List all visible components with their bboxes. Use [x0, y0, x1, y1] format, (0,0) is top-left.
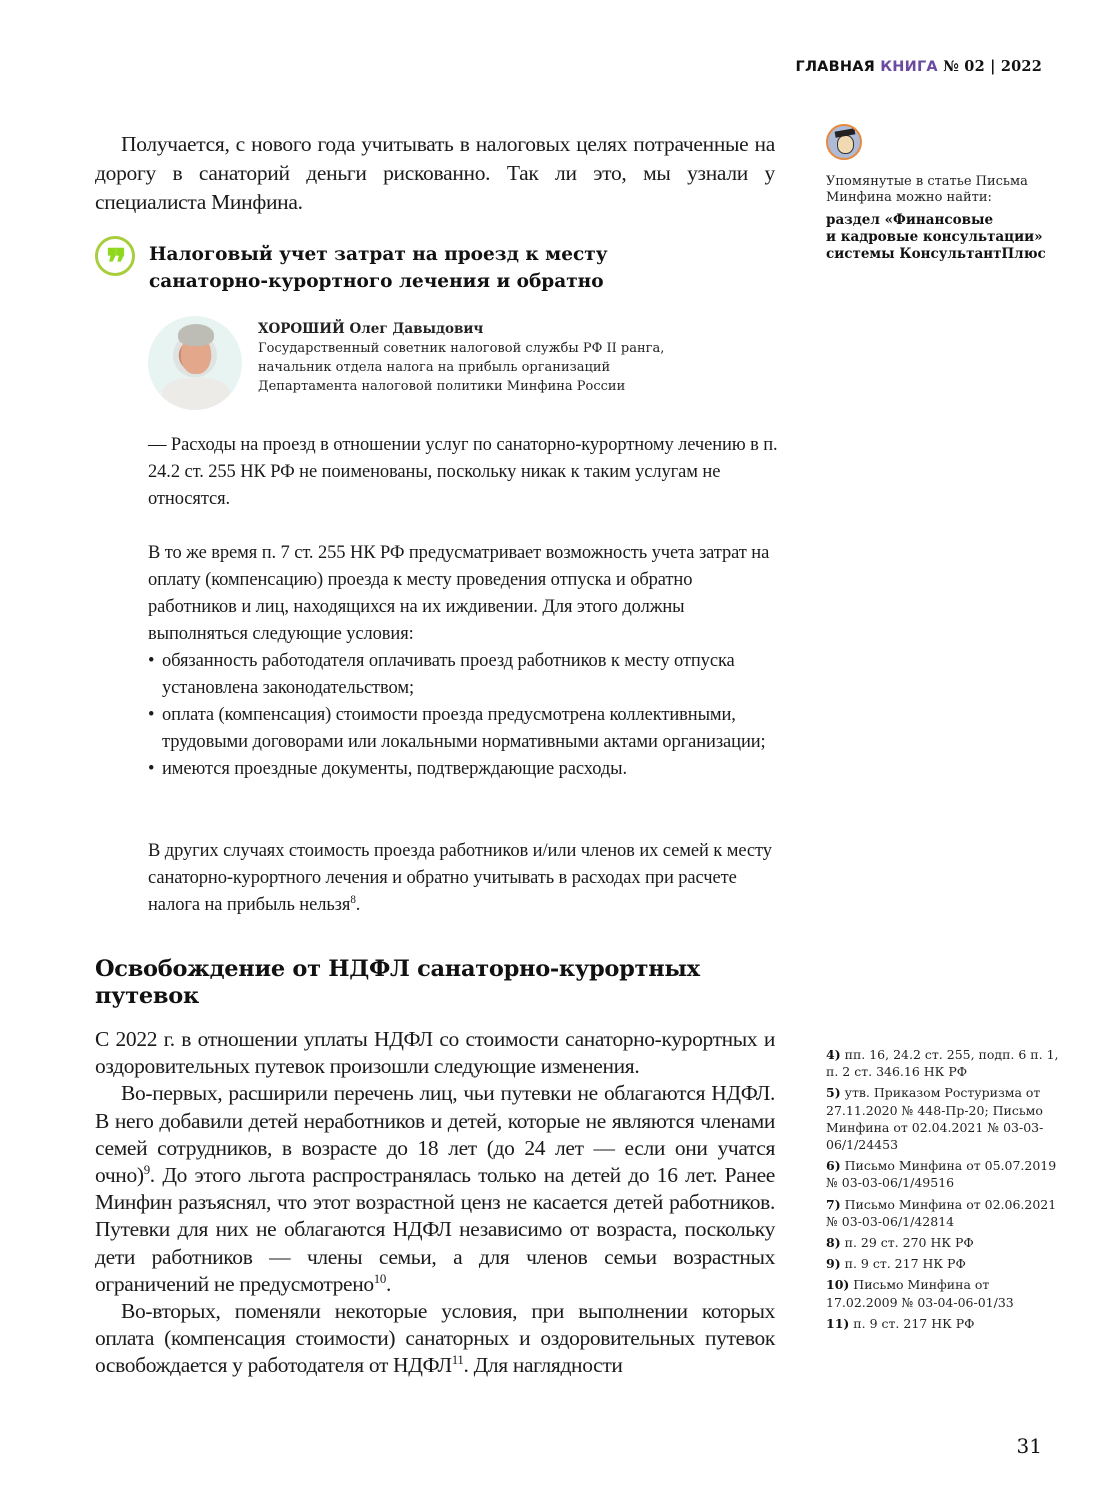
footnote-item: 7) Письмо Минфина от 02.06.2021 № 03-03-06/1/42814 — [826, 1196, 1057, 1229]
quote-icon: ❞ — [95, 236, 135, 276]
brand-name-part2: КНИГА — [880, 59, 938, 75]
mascot-icon — [826, 124, 862, 160]
footnote-ref[interactable]: 8 — [350, 893, 356, 906]
condition-item: • имеются проездные документы, подтверждающие расходы. — [148, 756, 778, 783]
footnote-item: 6) Письмо Минфина от 05.07.2019 № 03-03-06/1/49516 — [826, 1158, 1057, 1191]
section-heading: Освобождение от НДФЛ санаторно-курортных путевок — [95, 956, 700, 1009]
sidebar-note-text: Упомянутые в статье Письма Минфина можно найти: — [826, 174, 1028, 205]
footnote-item: 11) п. 9 ст. 217 НК РФ — [826, 1315, 975, 1331]
expert-card — [148, 316, 708, 411]
footnote-item: 9) п. 9 ст. 217 НК РФ — [826, 1256, 966, 1272]
interview-conclusion: В других случаях стоимость проезда работников и/или членов их семей к месту санаторно-курортного лечения и обратно учитывать в расходах при расчете налога на прибыль нельзя$^8$. — [148, 841, 772, 915]
lead-paragraph: Получается, с нового года учитывать в налоговых целях потраченные на дорогу в санаторий деньги рискованно. Так ли это, мы узнали у специалиста Минфина. — [95, 132, 775, 214]
expert-position-line: Департамента налоговой политики Минфина России — [258, 379, 626, 394]
section-paragraph: Во-первых, расширили перечень лиц, чьи путевки не облагаются НДФЛ. В него добавили детей неработников и детей, которые не являются членами семей сотрудников, в возрасте до 18 лет (до 24 лет — если они учатся очно)$^9$. До этого льгота распространялась только на детей до 16 лет. Ранее Минфин разъяснял, что этот возрастной ценз не касается детей работников. Путевки для них не облагаются НДФЛ независимо от возраста, поскольку дети работников — члены семьи, а для членов семьи возрастных ограничений не предусмотрено$^{10}$. — [95, 1081, 775, 1296]
page-number: 31 — [1016, 1434, 1042, 1458]
footnote-item: 5) утв. Приказом Ростуризма от 27.11.2020 № 448-Пр-20; Письмо Минфина от 02.04.2021 № 03-03-06/1/24453 — [826, 1085, 1044, 1153]
footnote-ref[interactable]: 10 — [373, 1271, 386, 1286]
conclusion-text: В других случаях стоимость проезда работников и/или членов их семей к месту санаторно-курортного лечения и обратно учитывать в расходах при расчете налога на прибыль нельзя — [148, 841, 772, 915]
interview-conditions — [148, 540, 778, 783]
footnote-ref[interactable]: 9 — [143, 1162, 150, 1177]
interview-answer — [148, 432, 778, 513]
conditions-intro: В то же время п. 7 ст. 255 НК РФ предусматривает возможность учета затрат на оплату (компенсацию) проезда к месту проведения отпуска и обратно работников и лиц, находящихся на их иждивении. Для этого должны выполняться следующие условия: — [148, 543, 770, 644]
expert-photo — [148, 316, 242, 410]
section-paragraph: Во-вторых, поменяли некоторые условия, при выполнении которых оплата (компенсация стоимости) санаторных и оздоровительных путевок освобождается у работодателя от НДФЛ$^{11}$. Для наглядности — [95, 1299, 775, 1378]
footnote-ref[interactable]: 11 — [451, 1353, 464, 1368]
footnote-item: 8) п. 29 ст. 270 НК РФ — [826, 1235, 974, 1251]
sidebar-note — [826, 124, 1056, 263]
footnotes — [826, 1046, 1061, 1336]
section-paragraph: С 2022 г. в отношении уплаты НДФЛ со стоимости санаторно-курортных и оздоровительных путевок произошли следующие изменения. — [95, 1027, 775, 1079]
condition-item: • обязанность работодателя оплачивать проезд работников к месту отпуска установлена законодательством; — [148, 648, 778, 702]
answer-intro: — Расходы на проезд в отношении услуг по санаторно-курортному лечению в п. 24.2 ст. 255 НК РФ не поименованы, поскольку никак к таким услугам не относятся. — [148, 435, 778, 509]
quote-title: Налоговый учет затрат на проезд к месту санаторно-курортного лечения и обратно — [149, 244, 608, 292]
brand-name-part1: ГЛАВНАЯ — [795, 59, 875, 75]
expert-position-line: Государственный советник налоговой службы РФ II ранга, — [258, 341, 665, 356]
expert-position-line: начальник отдела налога на прибыль организаций — [258, 360, 611, 375]
footnote-item: 10) Письмо Минфина от 17.02.2009 № 03-04-06-01/33 — [826, 1277, 1014, 1310]
condition-item: • оплата (компенсация) стоимости проезда предусмотрена коллективными, трудовыми договорами или локальными нормативными актами организации; — [148, 702, 778, 756]
issue-number: № 02 | 2022 — [943, 58, 1042, 75]
masthead — [796, 58, 1043, 75]
expert-name: ХОРОШИЙ Олег Давыдович — [258, 321, 484, 337]
section-body — [95, 1026, 775, 1380]
sidebar-source: раздел «Финансовые и кадровые консультации» системы КонсультантПлюс — [826, 212, 1046, 262]
footnote-item: 4) пп. 16, 24.2 ст. 255, подп. 6 п. 1, п. 2 ст. 346.16 НК РФ — [826, 1047, 1059, 1080]
conditions-list — [148, 648, 778, 783]
